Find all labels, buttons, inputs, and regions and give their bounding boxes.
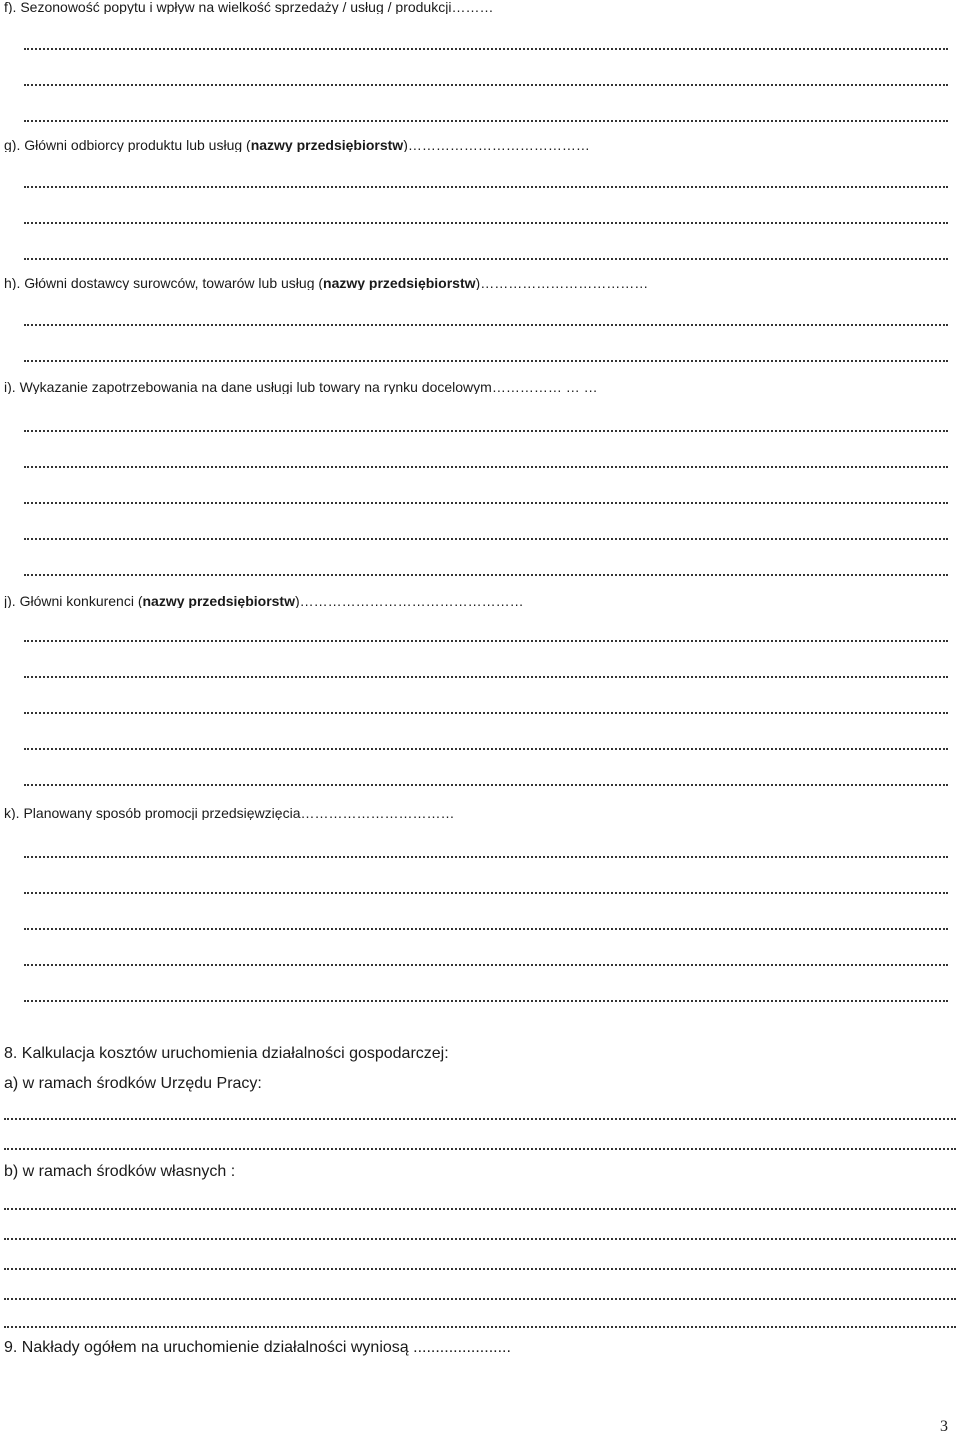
section-i-text: Wykazanie zapotrzebowania na dane usługi lub towary na rynku docelowym	[19, 380, 492, 394]
answer-line-i-1[interactable]	[24, 430, 948, 432]
section-g-prefix: g).	[4, 138, 25, 152]
section-f-heading	[0, 0, 960, 14]
section-h-dots: ………………………………	[480, 276, 649, 290]
answer-line-i-5[interactable]	[24, 574, 948, 576]
section-j-dots: …………………………………………	[299, 594, 524, 608]
section-9-line	[0, 1340, 960, 1356]
section-g-text: Główni odbiorcy produktu lub usług (	[24, 138, 251, 152]
section-g-dots: …………………………………	[407, 138, 590, 152]
answer-line-g-3[interactable]	[24, 258, 948, 260]
section-9-dots[interactable]: ......................	[413, 1340, 511, 1356]
section-k-heading	[0, 806, 960, 820]
answer-line-j-4[interactable]	[24, 748, 948, 750]
section-f-dots: ………	[451, 0, 494, 14]
section-j-prefix: j).	[4, 594, 20, 608]
answer-line-j-5[interactable]	[24, 784, 948, 786]
section-h-heading	[0, 276, 960, 290]
answer-line-8b-5[interactable]	[4, 1326, 956, 1328]
section-h-tail: )	[475, 276, 481, 290]
page-number: 3	[940, 1418, 948, 1435]
section-h-bold: nazwy przedsiębiorstw	[323, 276, 476, 290]
answer-line-j-1[interactable]	[24, 640, 948, 642]
section-i-dots: …………… … …	[491, 380, 598, 394]
answer-line-h-2[interactable]	[24, 360, 948, 362]
answer-line-k-1[interactable]	[24, 856, 948, 858]
section-8b-label: b) w ramach środków własnych :	[4, 1164, 236, 1180]
section-9-text: 9. Nakłady ogółem na uruchomienie działalności wyniosą	[4, 1340, 409, 1356]
answer-line-k-5[interactable]	[24, 1000, 948, 1002]
section-8-title: 8. Kalkulacja kosztów uruchomienia działalności gospodarczej:	[4, 1046, 449, 1062]
answer-line-k-2[interactable]	[24, 892, 948, 894]
answer-line-k-4[interactable]	[24, 964, 948, 966]
section-g-bold: nazwy przedsiębiorstw	[250, 138, 404, 152]
section-j-text: Główni konkurenci (	[19, 594, 143, 608]
section-k-dots: ……………………………	[300, 806, 455, 820]
answer-line-i-4[interactable]	[24, 538, 948, 540]
answer-line-k-3[interactable]	[24, 928, 948, 930]
answer-line-f-1[interactable]	[24, 48, 948, 50]
section-k-text: Planowany sposób promocji przedsięwzięcia	[23, 806, 301, 820]
section-j-bold: nazwy przedsiębiorstw	[142, 594, 295, 608]
answer-line-h-1[interactable]	[24, 324, 948, 326]
answer-line-f-2[interactable]	[24, 84, 948, 86]
section-j-heading	[0, 594, 960, 608]
section-i-prefix: i).	[4, 380, 20, 394]
answer-line-f-3[interactable]	[24, 120, 948, 122]
answer-line-8b-3[interactable]	[4, 1268, 956, 1270]
section-h-prefix: h).	[4, 276, 25, 290]
answer-line-8b-1[interactable]	[4, 1208, 956, 1210]
answer-line-8a-2[interactable]	[4, 1148, 956, 1150]
section-g-heading	[0, 138, 960, 152]
section-i-heading	[0, 380, 960, 394]
answer-line-8b-4[interactable]	[4, 1298, 956, 1300]
answer-line-8a-1[interactable]	[4, 1118, 956, 1120]
answer-line-8b-2[interactable]	[4, 1238, 956, 1240]
section-f-prefix: f).	[4, 0, 21, 14]
answer-line-i-2[interactable]	[24, 466, 948, 468]
section-g-tail: )	[403, 138, 408, 152]
answer-line-j-2[interactable]	[24, 676, 948, 678]
answer-line-g-2[interactable]	[24, 222, 948, 224]
section-8a-label: a) w ramach środków Urzędu Pracy:	[4, 1076, 262, 1092]
section-k-prefix: k).	[4, 806, 24, 820]
answer-line-j-3[interactable]	[24, 712, 948, 714]
answer-line-i-3[interactable]	[24, 502, 948, 504]
answer-line-g-1[interactable]	[24, 186, 948, 188]
section-f-text: Sezonowość popytu i wpływ na wielkość sprzedaży / usług / produkcji	[20, 0, 452, 14]
section-h-text: Główni dostawcy surowców, towarów lub usług (	[24, 276, 324, 290]
section-j-tail: )	[294, 594, 300, 608]
